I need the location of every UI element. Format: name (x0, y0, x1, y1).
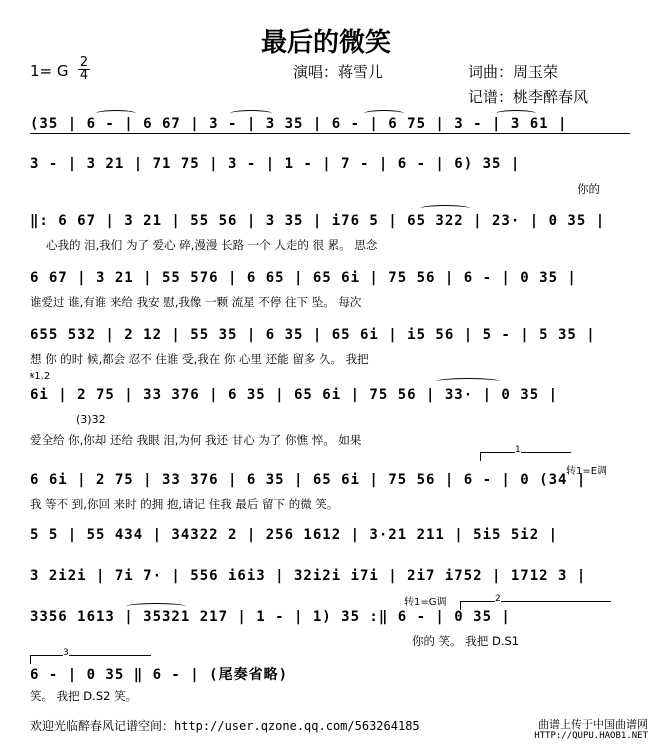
beam-line (30, 133, 630, 134)
time-signature (78, 57, 90, 82)
lyric-row-3: 心我的 泪,我们 为了 爱心 碎,漫漫 长路 一个 人走的 很 累。 思念 (46, 238, 378, 252)
singer: 演唱：蒋雪儿 (293, 63, 384, 81)
slur (230, 110, 272, 117)
time-sig-top: 2 (79, 55, 89, 70)
notation-row-2: 3 - | 3 21 | 71 75 | 3 - | 1 - | 7 - | 6 - | 6) 35 | (30, 156, 521, 172)
volta-bracket-3 (30, 648, 151, 664)
volta-bracket-1 (480, 445, 571, 461)
time-sig-bottom: 4 (79, 68, 89, 83)
notation-row-11: 6 - | 0 35 ‖ 6 - | (尾奏省略) (30, 667, 289, 683)
composer: 词曲：周玉荣 (468, 63, 559, 81)
triplet-note: (3)32 (76, 413, 106, 426)
watermark-line2: HTTP://QUPU.HAOB1.NET (534, 731, 648, 741)
watermark-line1: 曲谱上传于中国曲谱网 (538, 718, 648, 731)
notation-row-10: 3356 1613 | 35321 217 | 1 - | 1) 35 :‖ 6 - | 0 35 | (30, 609, 511, 625)
lyric-row-7: 我 等不 到,你回 来时 的拥 抱,请记 住我 最后 留下 的微 笑。 (30, 497, 339, 511)
slur (96, 110, 136, 117)
notation-row-3: ‖: 6 67 | 3 21 | 55 56 | 3 35 | i76 5 | 65 322 | 23· | 0 35 | (30, 213, 606, 229)
notation-row-9: 3 2i2i | 7i 7· | 556 i6i3 | 32i2i i7i | 2i7 i752 | 1712 3 | (30, 568, 587, 584)
lyric-row-5: 想 你 的时 候,都会 忍不 住谁 受,我在 你 心里 还能 留多 久。 我把 (30, 352, 369, 366)
notation-row-4: 6 67 | 3 21 | 55 576 | 6 65 | 65 6i | 75 56 | 6 - | 0 35 | (30, 270, 577, 286)
transcriber: 记谱：桃李醉春风 (468, 88, 589, 106)
lyric-row-11: 笑。 我把 D.S2 笑。 (30, 689, 138, 703)
lyric-row-4: 谁爱过 谁,有谁 来给 我安 慰,我像 一颗 流星 不停 往下 坠。 每次 (30, 295, 362, 309)
slur (126, 603, 186, 610)
notation-row-6: 6i | 2 75 | 33 376 | 6 35 | 65 6i | 75 56 | 33· | 0 35 | (30, 387, 559, 403)
volta-number-1: 1 (515, 445, 521, 455)
slur (420, 205, 470, 212)
song-title: 最后的微笑 (260, 28, 391, 58)
lyric-row-10: 你的 笑。 我把 D.S1 (412, 634, 520, 648)
key-signature: 1= G (30, 62, 69, 80)
segno-mark: 𝄋1.2 (30, 371, 51, 382)
notation-row-8: 5 5 | 55 434 | 34322 2 | 256 1612 | 3·21 211 | 5i5 5i2 | (30, 527, 559, 543)
slur (496, 110, 536, 117)
footer-text: 欢迎光临醉春风记谱空间：http://user.qzone.qq.com/563264185 (30, 719, 420, 733)
slur (436, 378, 500, 385)
notation-row-7: 6 6i | 2 75 | 33 376 | 6 35 | 65 6i | 75 56 | 6 - | 0 (34 | (30, 472, 587, 488)
volta-number-3: 3 (63, 648, 69, 658)
volta-number-2: 2 (495, 594, 501, 604)
slur (364, 110, 404, 117)
modulation-label-2: 转1=G调 (404, 597, 447, 608)
lyric-row-6: 爱全给 你,你却 还给 我眼 泪,为何 我还 甘心 为了 你憔 悴。 如果 (30, 433, 362, 447)
lyric-row-2: 你的 (577, 182, 600, 196)
notation-row-1: (35 | 6 - | 6 67 | 3 - | 3 35 | 6 - | 6 75 | 3 - | 3 61 | (30, 116, 568, 132)
notation-row-5: 655 532 | 2 12 | 55 35 | 6 35 | 65 6i | i5 56 | 5 - | 5 35 | (30, 327, 596, 343)
modulation-label-1: 转1=E调 (566, 466, 608, 477)
